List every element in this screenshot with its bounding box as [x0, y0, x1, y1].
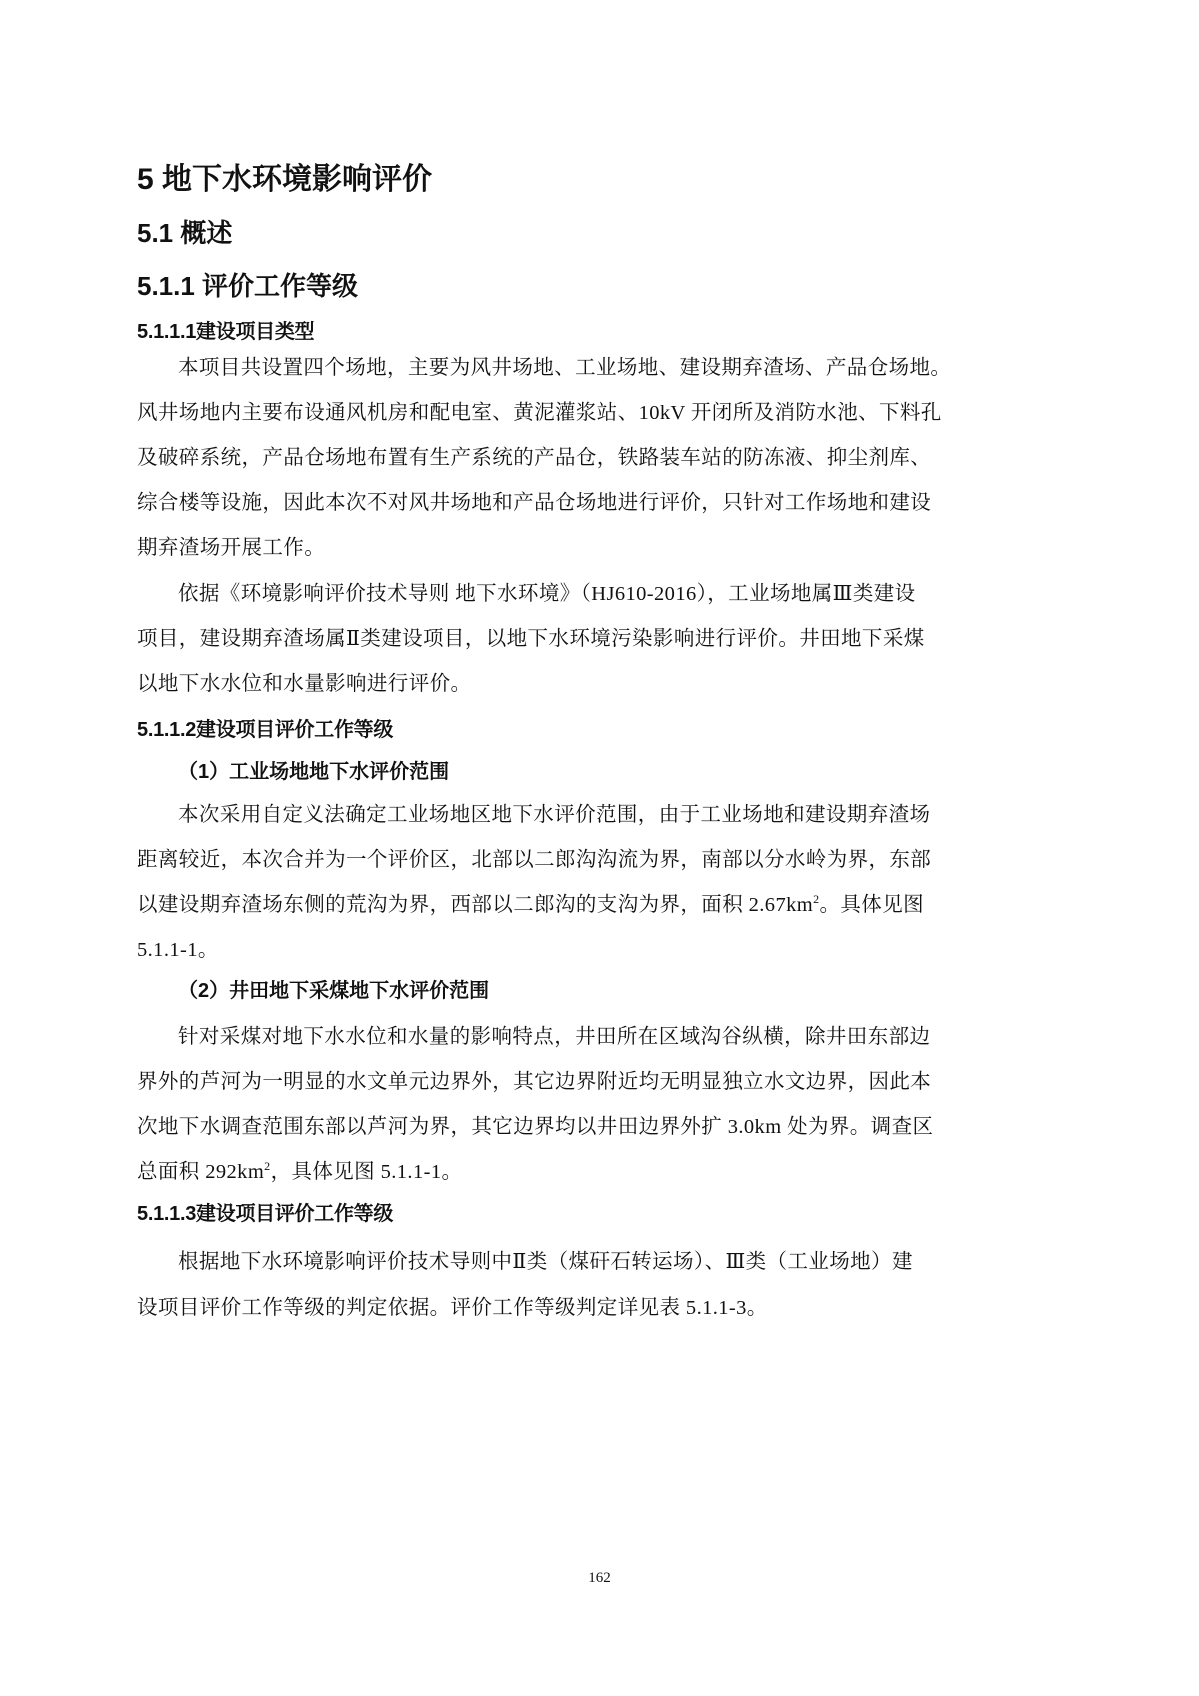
superscript: 2	[264, 1159, 271, 1173]
chapter-title: 5 地下水环境影响评价	[137, 163, 433, 196]
heading-5-1-1-3: 5.1.1.3建设项目评价工作等级	[137, 1203, 394, 1225]
page-number: 162	[588, 1570, 611, 1586]
paragraph-line	[137, 1158, 462, 1186]
line-text: 。具体见图	[819, 894, 924, 916]
paragraph-line: 风井场地内主要布设通风机房和配电室、黄泥灌浆站、10kV 开闭所及消防水池、下料孔	[137, 402, 942, 424]
paragraph-line: 依据《环境影响评价技术导则 地下水环境》（HJ610-2016），工业场地属Ⅲ类建设	[178, 583, 916, 605]
paragraph-line: 项目，建设期弃渣场属Ⅱ类建设项目，以地下水环境污染影响进行评价。井田地下采煤	[137, 628, 925, 650]
line-text: ，具体见图 5.1.1-1。	[270, 1161, 463, 1183]
paragraph-line: 设项目评价工作等级的判定依据。评价工作等级判定详见表 5.1.1-3。	[137, 1297, 768, 1319]
heading-5-1-1-2: 5.1.1.2建设项目评价工作等级	[137, 719, 394, 741]
paragraph-line: 以地下水水位和水量影响进行评价。	[137, 673, 472, 695]
paragraph-line: 及破碎系统，产品仓场地布置有生产系统的产品仓，铁路装车站的防冻液、抑尘剂库、	[137, 447, 932, 469]
item-1-title: （1）工业场地地下水评价范围	[178, 761, 450, 783]
paragraph-line: 期弃渣场开展工作。	[137, 537, 326, 559]
paragraph-line: 本次采用自定义法确定工业场地区地下水评价范围，由于工业场地和建设期弃渣场	[178, 804, 931, 826]
paragraph-line: 界外的芦河为一明显的水文单元边界外，其它边界附近均无明显独立水文边界，因此本	[137, 1071, 932, 1093]
paragraph-line: 距离较近，本次合并为一个评价区，北部以二郎沟沟流为界，南部以分水岭为界，东部	[137, 849, 932, 871]
line-text: 总面积 292km	[137, 1161, 265, 1183]
subsection-title: 5.1.1 评价工作等级	[137, 271, 359, 301]
paragraph-line: 本项目共设置四个场地，主要为风井场地、工业场地、建设期弃渣场、产品仓场地。	[178, 357, 952, 379]
paragraph-line	[137, 891, 924, 919]
paragraph-line: 针对采煤对地下水水位和水量的影响特点，井田所在区域沟谷纵横，除井田东部边	[178, 1026, 931, 1048]
paragraph-line: 次地下水调查范围东部以芦河为界，其它边界均以井田边界外扩 3.0km 处为界。调查区	[137, 1116, 934, 1138]
paragraph-line: 综合楼等设施，因此本次不对风井场地和产品仓场地进行评价，只针对工作场地和建设	[137, 492, 932, 514]
superscript: 2	[813, 892, 820, 906]
line-text: 以建设期弃渣场东侧的荒沟为界，西部以二郎沟的支沟为界，面积 2.67km	[137, 894, 814, 916]
paragraph-line: 5.1.1-1。	[137, 939, 219, 961]
heading-5-1-1-1: 5.1.1.1建设项目类型	[137, 321, 315, 343]
section-title: 5.1 概述	[137, 218, 233, 248]
paragraph-line: 根据地下水环境影响评价技术导则中Ⅱ类（煤矸石转运场）、Ⅲ类（工业场地）建	[178, 1251, 913, 1273]
item-2-title: （2）井田地下采煤地下水评价范围	[178, 980, 490, 1002]
